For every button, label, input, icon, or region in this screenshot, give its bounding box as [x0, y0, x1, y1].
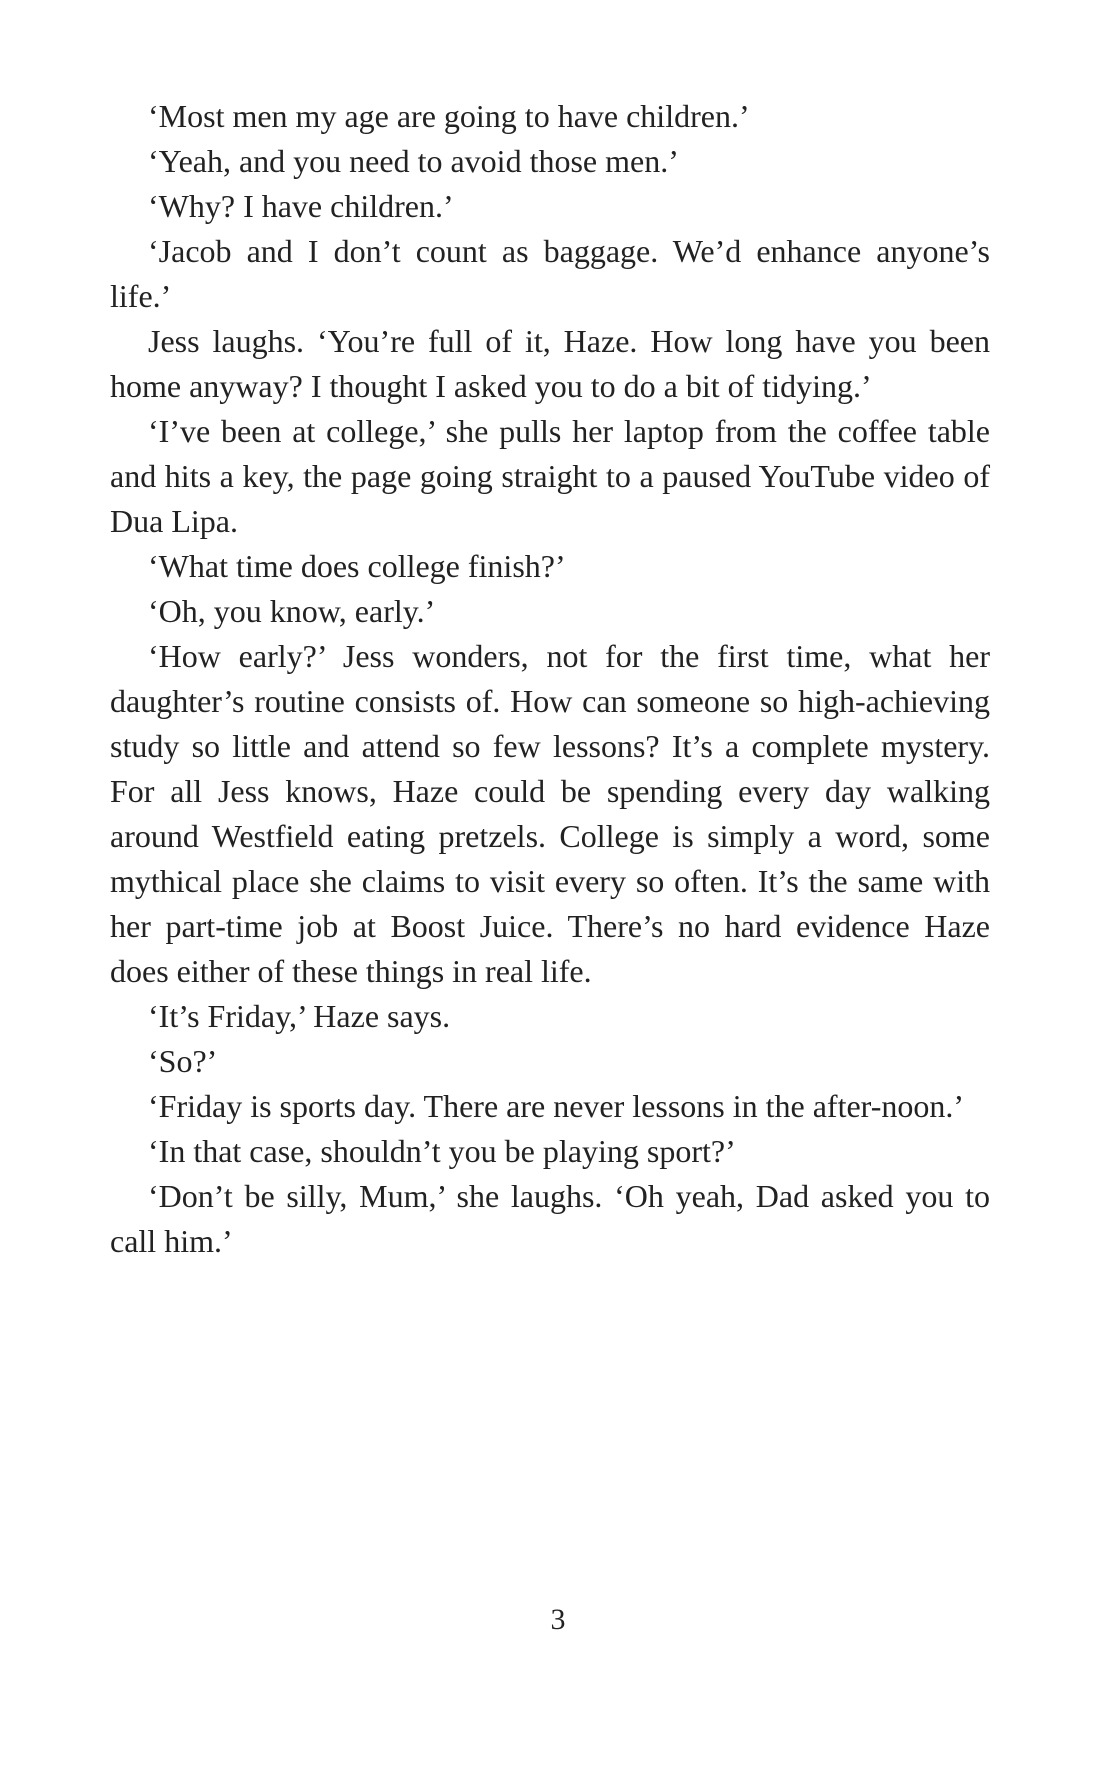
paragraph: Jess laughs. ‘You’re full of it, Haze. How long have you been home anyway? I thought I asked you to do a bit of tidying.’ — [110, 323, 990, 404]
paragraph: ‘Yeah, and you need to avoid those men.’ — [148, 143, 679, 179]
paragraph: ‘What time does college finish?’ — [148, 548, 566, 584]
paragraph: ‘Oh, you know, early.’ — [148, 593, 436, 629]
paragraph: ‘Most men my age are going to have children.’ — [148, 98, 750, 134]
body-text — [110, 94, 990, 1264]
paragraph: ‘I’ve been at college,’ she pulls her laptop from the coffee table and hits a key, the page going straight to a paused YouTube video of Dua Lipa. — [110, 413, 990, 539]
page-number: 3 — [550, 1603, 566, 1636]
paragraph: ‘So?’ — [148, 1043, 218, 1079]
paragraph: ‘In that case, shouldn’t you be playing sport?’ — [148, 1133, 736, 1169]
paragraph: ‘Friday is sports day. There are never lessons in the after-noon.’ — [148, 1088, 964, 1124]
paragraph: ‘Jacob and I don’t count as baggage. We’d enhance anyone’s life.’ — [110, 233, 990, 314]
paragraph: ‘Why? I have children.’ — [148, 188, 454, 224]
paragraph: ‘It’s Friday,’ Haze says. — [148, 998, 451, 1034]
paragraph: ‘How early?’ Jess wonders, not for the first time, what her daughter’s routine consists of. How can someone so high-achieving study so little and attend so few lessons? It’s a complete mystery. For all Jess knows, Haze could be spending every day walking around Westfield eating pretzels. College is simply a word, some mythical place she claims to visit every so often. It’s the same with her part-time job at Boost Juice. There’s no hard evidence Haze does either of these things in real life. — [110, 638, 990, 989]
paragraph: ‘Don’t be silly, Mum,’ she laughs. ‘Oh yeah, Dad asked you to call him.’ — [110, 1178, 990, 1259]
